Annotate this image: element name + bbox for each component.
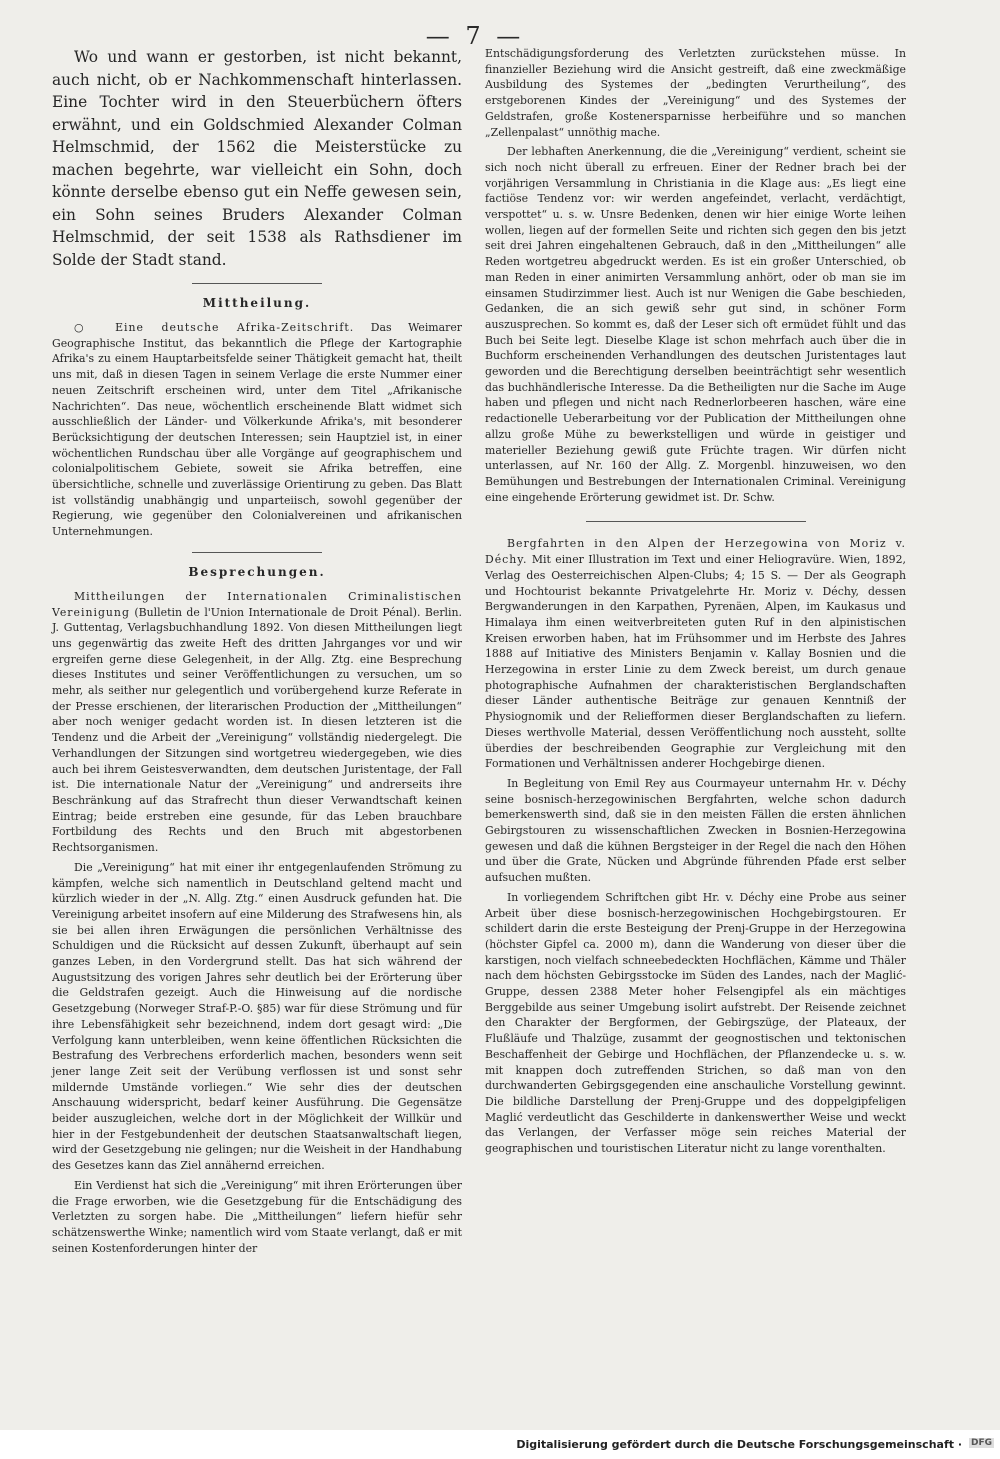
review2-body: Mit einer Illustration im Text und einer Heliogravüre. Wien, 1892, Verlag des Oesterreichischen Alpen-Clubs; 4; 15 S. — Der als Geograph und Hochtourist bekannte Privatgelehrte Hr. Moriz v. Déchy, dessen Bergwanderungen in den Karpathen, Pyrenäen, Alpen, im Kaukasus und Himalaya ihm einen weitverbreiteten guten Ruf in den alpinistischen Kreisen erworben haben, hat im Frühsommer und im Herbste des Jahres 1888 auf Initiative des Ministers Benjamin v. Kallay Bosnien und die Herzegowina in erster Linie zu dem Zweck bereist, um durch genaue photographische Aufnahmen der charakteristischen Berglandschaften dieser Länder authentische Beiträge zur genauen Kenntniß der Physiognomik und der Reliefformen dieser Berglandschaften zu liefern. Dieses werthvolle Material, dessen Veröffentlichung noch aussteht, sollte überdies der beschreibenden Geographie zur Vergleichung mit den Formationen und Verhältnissen anderer Hochgebirge dienen. [485, 553, 907, 771]
footer-bar [0, 1430, 1000, 1459]
mittheilung-body: Das Weimarer Geographische Institut, das bekanntlich die Pflege der Kartographie Afrika's zu einem Hauptarbeitsfelde seiner Thätigkeit gemacht hat, theilt uns mit, daß in diesen Tagen in seinem Verlage die erste Nummer einer neuen Zeitschrift erscheinen wird, unter dem Titel „Afrikanische Nachrichten“. Das neue, wöchentlich erscheinende Blatt widmet sich ausschließlich der Länder- und Völkerkunde Afrika's, mit besonderer Berücksichtigung der deutschen Interessen; sein Hauptziel ist, in einer wöchentlichen Rundschau über alle Vorgänge auf geographischem und colonialpolitischem Gebiete, soweit sie Afrika betreffen, eine übersichtliche, schnelle und zuverlässige Orientirung zu geben. Das Blatt ist vollständig unabhängig und unparteiisch, sowohl gegenüber der Regierung, wie gegenüber den Colonialvereinen und afrikanischen Unternehmungen. [52, 321, 462, 539]
footer-credit: Digitalisierung gefördert durch die Deutsche Forschungsgemeinschaft · [516, 1438, 962, 1451]
intro-paragraph: Wo und wann er gestorben, ist nicht bekannt, auch nicht, ob er Nachkommenschaft hinterlassen. Eine Tochter wird in den Steuerbüchern öfters erwähnt, und ein Goldschmied Alexander Colman Helmschmid, der 1562 die Meisterstücke zu machen begehrte, war vielleicht ein Sohn, doch könnte derselbe ebenso gut ein Neffe gewesen sein, ein Sohn seines Bruders Alexander Colman Helmschmid, der seit 1538 als Rathsdiener im Solde der Stadt stand. [52, 48, 462, 269]
section-divider [192, 283, 322, 284]
review2-lead: Bergfahrten in den Alpen der Herzegowina von Moriz v. Déchy. [485, 537, 906, 567]
review2-paragraph-2: In Begleitung von Emil Rey aus Courmayeur unternahm Hr. v. Déchy seine bosnisch-herzegowinischen Bergfahrten, welche schon dadurch bemerkenswerth sind, daß sie in den meisten Fällen die ersten ähnlichen Gebirgstouren zu wissenschaftlichen Zwecken in Bosnien-Herzegowina gewesen und daß die kühnen Bergsteiger in der Regel die nach den Höhen und über die Grate, Nücken und Abgründe führenden Pfade erst selber aufsuchen mußten. [485, 776, 906, 885]
review2-paragraph [485, 536, 906, 772]
review1-body: (Bulletin de l'Union Internationale de Droit Pénal). Berlin. J. Guttentag, Verlagsbuchhandlung 1892. Von diesen Mittheilungen liegt uns gegenwärtig das zweite Heft des dritten Jahrganges vor und wir ergreifen gerne diese Gelegenheit, in der Allg. Ztg. eine Besprechung dieses Institutes und seiner Veröffentlichungen zu versuchen, um so mehr, als seither nur gelegentlich und vorübergehend kurze Referate in der Presse erschienen, der literarischen Production der „Mittheilungen“ aber noch weniger gedacht worden ist. In diesen letzteren ist die Tendenz und die Arbeit der „Vereinigung“ vollständig niedergelegt. Die Verhandlungen der Sitzungen sind wortgetreu wiedergegeben, wie dies auch bei ihrem Geistesverwandten, dem deutschen Juristentage, der Fall ist. Die internationale Natur der „Vereinigung“ und andrerseits ihre Beschränkung auf das Strafrecht thun dieser Verwandtschaft keinen Eintrag; beide erstreben eine gesunde, für das Leben brauchbare Fortbildung des Rechts und den Bruch mit abgestorbenen Rechtsorganismen. [52, 605, 462, 855]
review1-paragraph-3: Ein Verdienst hat sich die „Vereinigung“ mit ihren Erörterungen über die Frage erworben, wie die Gesetzgebung für die Entschädigung des Verletzten zu sorgen habe. Die „Mittheilungen“ liefern hiefür sehr schätzenswerthe Winke; namentlich wird vom Staate verlangt, daß er mit seinen Kostenforderungen hinter der [52, 1178, 462, 1255]
review1-author: Dr. Schw. [723, 490, 775, 504]
right-column [485, 46, 906, 1161]
review2-paragraph-3: In vorliegendem Schriftchen gibt Hr. v. Déchy eine Probe aus seiner Arbeit über diese bosnisch-herzegowinischen Hochgebirgstouren. Er schildert darin die erste Besteigung der Prenj-Gruppe in der Herzegowina (höchster Gipfel ca. 2000 m), dann die Wanderung von dieser über die karstigen, noch vielfach schneebedeckten Hochflächen, Kämme und Thäler nach dem höchsten Gebirgsstocke im Süden des Landes, nach der Maglić-Gruppe, dessen 2388 Meter hoher Felsengipfel als ein mächtiges Berggebilde aus seiner Umgebung isolirt aufstrebt. Der Reisende zeichnet den Charakter der Bergformen, der Gebirgszüge, der Plateaux, der Flußläufe und Thalzüge, zusammt der geognostischen und tektonischen Beschaffenheit der Gebirge und Hochflächen, der Pflanzendecke u. s. w. mit knappen doch zutreffenden Strichen, so daß man von den durchwanderten Gebirgsgegenden eine anschauliche Vorstellung gewinnt. Die bildliche Darstellung der Prenj-Gruppe und des doppelgipfeligen Maglić verdeutlicht das Geschilderte in dankenswerther Weise und weckt das Verlangen, der Verfasser möge sein reiches Material der geographischen und touristischen Literatur nicht zu lange vorenthalten. [485, 890, 906, 1156]
mittheilung-heading: Mittheilung. [202, 296, 312, 310]
review1-continued: Entschädigungsforderung des Verletzten zurückstehen müsse. In finanzieller Beziehung wird die Ansicht gestreift, daß eine zweckmäßige Ausbildung des Systemes der „bedingten Verurtheilung“, des erstgeborenen Kindes der „Vereinigung“ und des Systemes der Geldstrafen, große Kostenersparnisse herbeiführe und so manchen „Zellenpalast“ unnöthig mache. [485, 47, 906, 139]
besprechungen-heading: Besprechungen. [188, 564, 326, 579]
review1-paragraph-2: Die „Vereinigung“ hat mit einer ihr entgegenlaufenden Strömung zu kämpfen, welche sich namentlich in Deutschland geltend macht und kürzlich wieder in der „N. Allg. Ztg.“ einen Ausdruck gefunden hat. Die Vereinigung arbeitet insofern auf eine Milderung des Strafwesens hin, als sie bei allen ihren Erwägungen die persönlichen Verhältnisse des Schuldigen und die Rücksicht auf dessen Zukunft, überhaupt auf sein ganzes Leben, in den Vordergrund stellt. Das hat sich während der Augustsitzung des vorigen Jahres sehr deutlich bei der Erörterung über die Geldstrafen gezeigt. Auch die Hinweisung auf die nordische Gesetzgebung (Norweger Straf-P.-O. §85) war für diese Strömung und für ihre Lebensfähigkeit sehr bezeichnend, indem dort gesagt wird: „Die Verfolgung kann unterbleiben, wenn keine öffentlichen Rücksichten die Bestrafung des Verbrechens erforderlich machen, besonders wenn seit jener lange Zeit seit der Verübung verflossen ist und sonst sehr mildernde Umstände vorliegen.“ Wie sehr dies der deutschen Anschauung widerspricht, bedarf keiner Ausführung. Die Gegensätze beider auszugleichen, welche dort in der Möglichkeit der Willkür und hier in der Festgebundenheit der deutschen Staatsanwaltschaft liegen, wird der Gesetzgebung nie gelingen; nur die Weisheit in der Handhabung des Gesetzes kann das Ziel annähernd erreichen. [52, 860, 462, 1173]
review-divider [586, 521, 806, 522]
section-divider [192, 552, 322, 553]
review1-paragraph [52, 589, 462, 856]
review1-paragraph-4 [485, 144, 906, 505]
page-number: — 7 — [425, 22, 525, 50]
review1-body-4: Der lebhaften Anerkennung, die die „Vereinigung“ verdient, scheint sie sich noch nicht überall zu erfreuen. Einer der Redner brach bei der vorjährigen Versammlung in Christiania in die Klage aus: „Es liegt eine factiöse Tendenz vor: wir werden angefeindet, verlacht, verdächtigt, verspottet“ u. s. w. Unsre Bedenken, denen wir hier einige Worte leihen wollen, liegen auf der formellen Seite und richten sich gegen den bis jetzt seit drei Jahren eingehaltenen Gebrauch, daß in den „Mittheilungen“ alle Reden wortgetreu abgedruckt werden. Es ist ein großer Unterschied, ob man Reden in einer animirten Versammlung anhört, oder ob man sie im einsamen Studirzimmer liest. Auch ist nur Wenigen die Gabe beschieden, Gedanken, die an sich gewiß sehr gut sind, in schöner Form auszusprechen. So kommt es, daß der Leser sich oft ermüdet fühlt und das Buch bei Seite legt. Dieselbe Klage ist schon mehrfach auch über die in Buchform erscheinenden Verhandlungen des deutschen Juristentages laut geworden und die Berechtigung derselben beeinträchtigt sehr wesentlich das buchhändlerische Interesse. Da die Betheiligten nur die Sache im Auge haben und pflegen und nicht nach Rednerlorbeeren haschen, wäre eine redactionelle Ueberarbeitung vor der Publication der Mittheilungen ohne allzu große Mühe zu bewerkstelligen und würde in geistiger und materieller Beziehung gewiß gute Früchte tragen. Wir dürfen nicht unterlassen, auf Nr. 160 der Allg. Z. Morgenbl. hinzuweisen, wo den Bemühungen und Bestrebungen der Internationalen Criminal. Vereinigung eine eingehende Erörterung gewidmet ist. [485, 145, 906, 504]
left-column [52, 46, 462, 1260]
mittheilung-paragraph [52, 320, 462, 540]
review1-lead: Mittheilungen der Internationalen Criminalistischen Vereinigung [52, 589, 462, 619]
mittheilung-lead: ○ Eine deutsche Afrika-Zeitschrift. [74, 321, 355, 334]
dfg-logo-icon: DFG [970, 1438, 992, 1448]
